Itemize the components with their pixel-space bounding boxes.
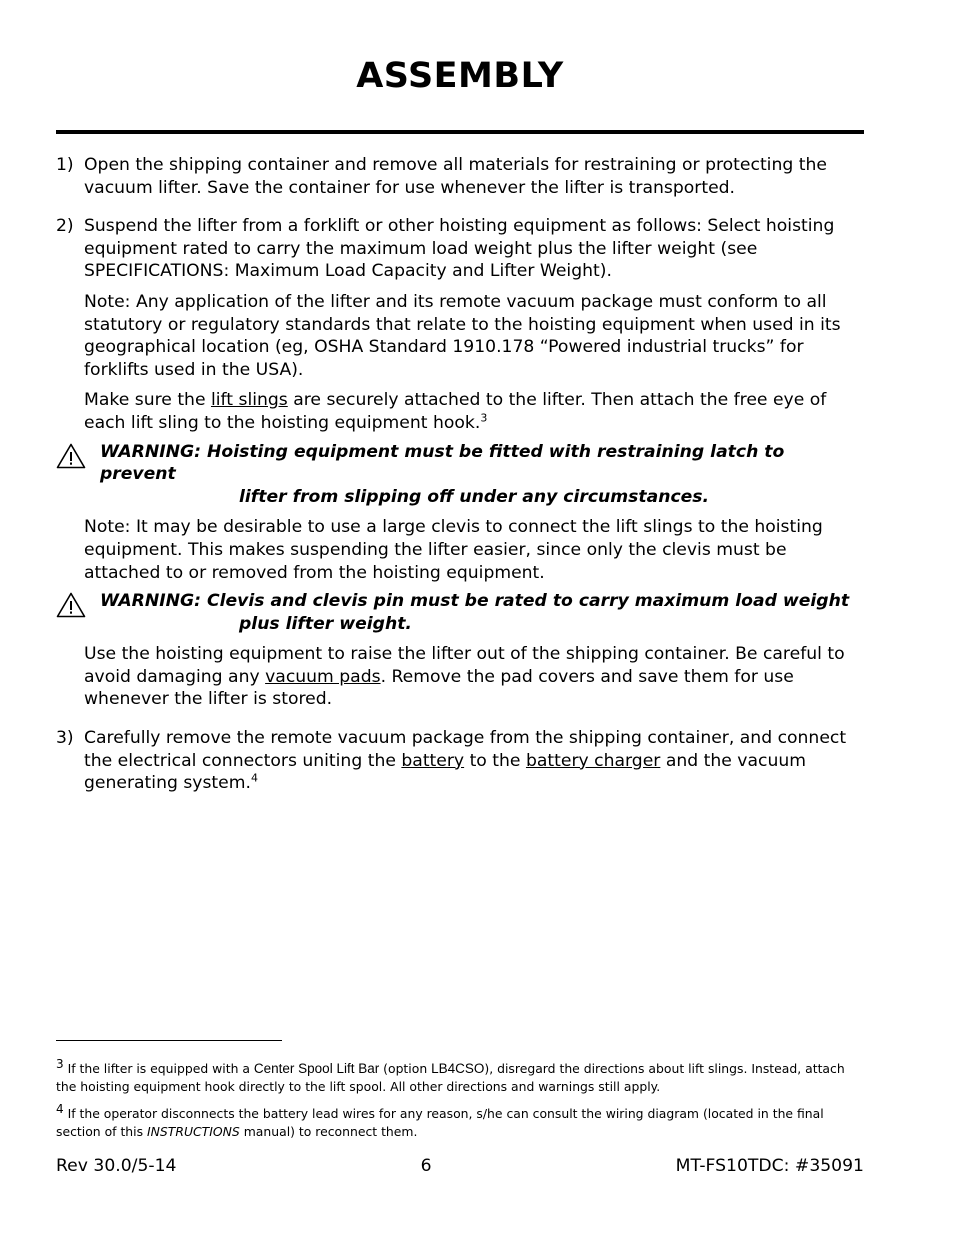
step-number: 2) <box>56 216 74 237</box>
text-run: are securely attached to the lifter. Then attach the free eye of each lift sling to the hoisting equipment hook. <box>84 390 827 433</box>
text-run: to the <box>464 750 526 771</box>
step-1 <box>56 154 866 199</box>
note-paragraph: Note: It may be desirable to use a large clevis to connect the lift slings to the hoisting equipment. This makes suspending the lifter easier, since only the clevis must be attached to or removed from the hoisting equipment. <box>84 517 823 583</box>
lift-slings-link[interactable]: lift slings <box>210 390 288 411</box>
footnote-divider <box>56 1040 282 1041</box>
vacuum-pads-link[interactable]: vacuum pads <box>265 666 381 687</box>
footnotes <box>56 1056 866 1140</box>
warning-text: lifter from slipping off under any circumstances. <box>239 486 710 507</box>
title-divider <box>56 130 864 134</box>
step-number: 1) <box>56 155 74 175</box>
warning-text: WARNING: Hoisting equipment must be fitted with restraining latch to prevent <box>100 441 785 485</box>
warning-triangle-icon <box>56 441 100 509</box>
text-run: If the operator disconnects the battery lead wires for any reason, s/he can consult the wiring diagram (located in the final section of this <box>56 1106 824 1139</box>
battery-charger-link[interactable]: battery charger <box>525 750 661 771</box>
footnote-ref[interactable]: 3 <box>480 411 488 425</box>
assembly-instructions <box>56 154 866 795</box>
warning-text: plus lifter weight. <box>239 613 412 634</box>
footnote-mark: 4 <box>56 1101 64 1116</box>
page-number: 6 <box>420 1156 432 1176</box>
footnote-ref[interactable]: 4 <box>250 771 258 785</box>
step-3 <box>56 727 866 795</box>
text-run: manual) to reconnect them. <box>239 1123 418 1139</box>
lift-slings-paragraph <box>84 389 866 434</box>
manual-title: INSTRUCTIONS <box>147 1123 240 1139</box>
note-paragraph: Note: Any application of the lifter and its remote vacuum package must conform to all statutory or regulatory standards that relate to the hoisting equipment when used in its geographical location (eg, OSHA Standard 1910.178 “Powered industrial trucks” for forklifts used in the USA). <box>84 291 841 380</box>
text-run: and the vacuum generating system. <box>84 750 806 794</box>
warning-callout <box>56 441 866 509</box>
document-id: MT-FS10TDC: #35091 <box>675 1156 864 1176</box>
step-2 <box>56 215 866 434</box>
page-footer <box>56 1156 864 1176</box>
text-run: ), disregard the directions about lift slings. Instead, attach the hoisting equipment hook directly to the lift spool. All other directions and warnings still apply. <box>56 1061 845 1094</box>
step-number: 3) <box>56 728 74 749</box>
revision-label: Rev 30.0/5-14 <box>56 1156 177 1176</box>
warning-callout <box>56 590 866 635</box>
text-run: Make sure the <box>84 390 211 411</box>
text-run: Carefully remove the remote vacuum package from the shipping container, and connect the electrical connectors uniting the <box>84 728 847 771</box>
option-code: LB4CSO <box>431 1061 485 1076</box>
step-text <box>84 727 866 795</box>
warning-text: WARNING: Clevis and clevis pin must be rated to carry maximum load weight <box>100 591 850 612</box>
text-run: If the lifter is equipped with a <box>63 1061 254 1076</box>
page-title: ASSEMBLY <box>356 56 564 96</box>
footnote <box>56 1056 866 1095</box>
footnote <box>56 1101 866 1140</box>
option-term: Center Spool Lift Bar <box>253 1061 380 1076</box>
step-text: Suspend the lifter from a forklift or other hoisting equipment as follows: Select hoisting equipment rated to carry the maximum load weight plus the lifter weight (see SPECIFICATIONS: Maximum Load Capacity and Lifter Weight). <box>84 216 835 282</box>
text-run: Use the hoisting equipment to raise the lifter out of the shipping container. Be careful to avoid damaging any <box>84 644 845 687</box>
raise-lifter-paragraph <box>84 643 866 711</box>
text-run: (option <box>379 1061 432 1076</box>
text-run: . Remove the pad covers and save them for use whenever the lifter is stored. <box>84 666 794 710</box>
step-text: Open the shipping container and remove all materials for restraining or protecting the vacuum lifter. Save the container for use whenever the lifter is transported. <box>84 155 827 198</box>
footnote-mark: 3 <box>56 1056 64 1071</box>
warning-triangle-icon <box>56 590 100 635</box>
battery-link[interactable]: battery <box>401 750 465 771</box>
